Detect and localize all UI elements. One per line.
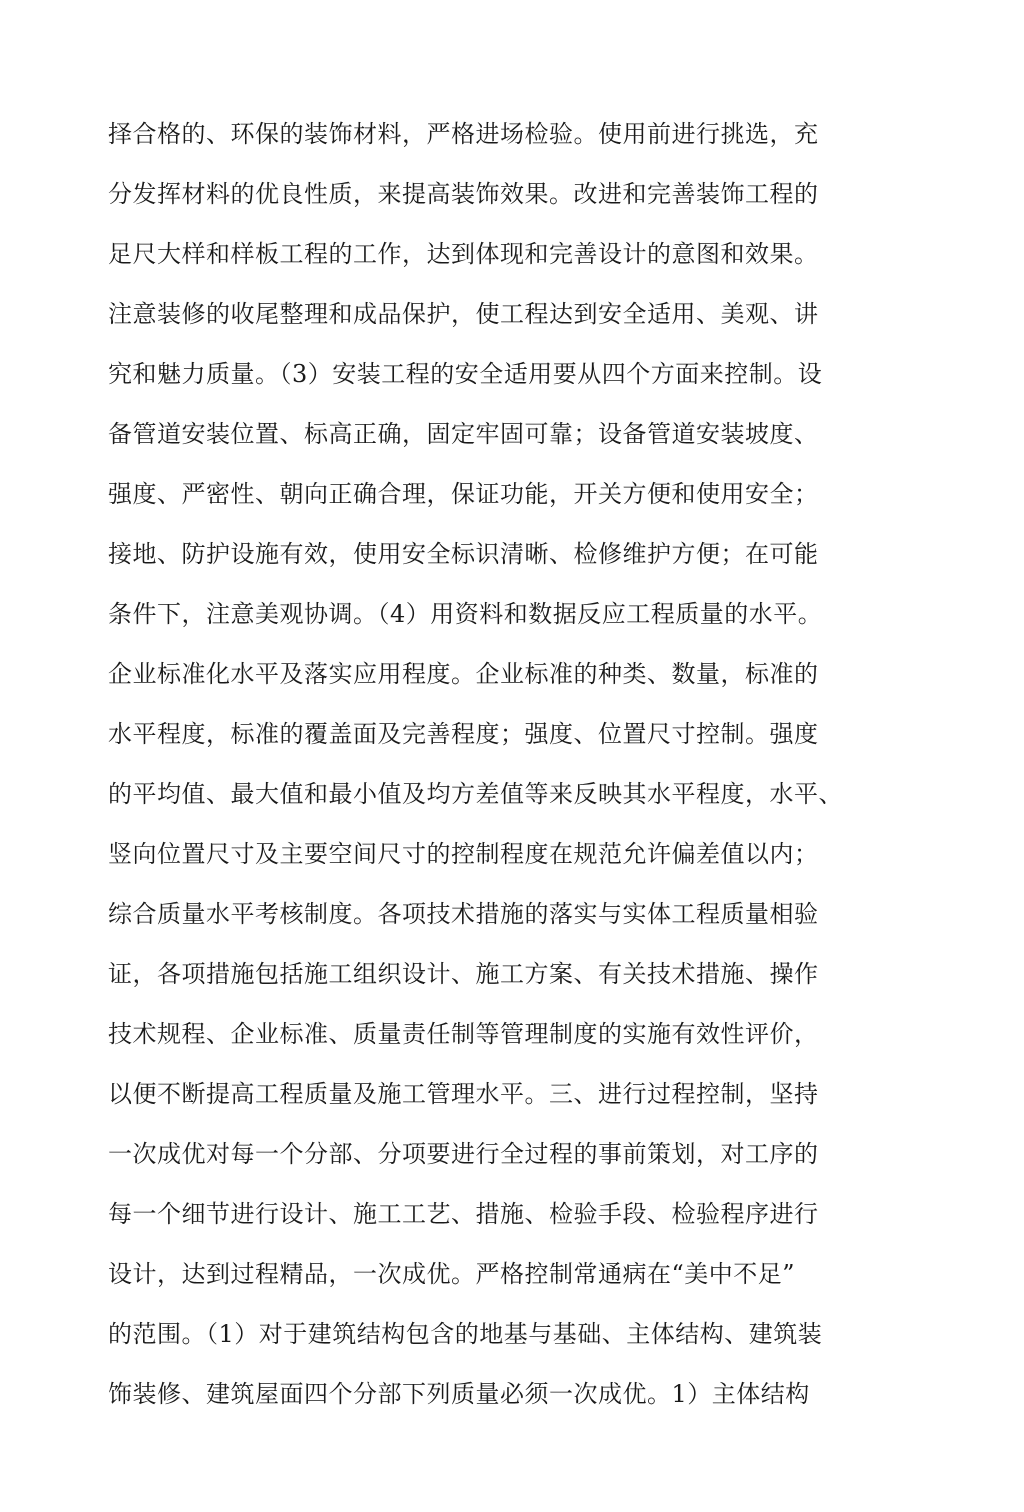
text-line: 备管道安装位置、标高正确，固定牢固可靠；设备管道安装坡度、 — [108, 420, 819, 448]
text-line: 企业标准化水平及落实应用程度。企业标准的种类、数量，标准的 — [108, 660, 819, 688]
text-line: 竖向位置尺寸及主要空间尺寸的控制程度在规范允许偏差值以内； — [108, 840, 819, 868]
text-line: 究和魅力质量。（3）安装工程的安全适用要从四个方面来控制。设 — [108, 360, 823, 388]
text-line: 条件下，注意美观协调。（4）用资料和数据反应工程质量的水平。 — [108, 600, 823, 628]
text-line: 的范围。（1）对于建筑结构包含的地基与基础、主体结构、建筑装 — [108, 1320, 823, 1348]
text-line: 择合格的、环保的装饰材料，严格进场检验。使用前进行挑选，充 — [108, 120, 819, 148]
text-line: 设计，达到过程精品，一次成优。严格控制常通病在“美中不足” — [108, 1260, 796, 1288]
text-line: 的平均值、最大值和最小值及均方差值等来反映其水平程度，水平、 — [108, 780, 843, 808]
text-line: 证，各项措施包括施工组织设计、施工方案、有关技术措施、操作 — [108, 960, 819, 988]
text-line: 以便不断提高工程质量及施工管理水平。三、进行过程控制，坚持 — [108, 1080, 819, 1108]
text-line: 注意装修的收尾整理和成品保护，使工程达到安全适用、美观、讲 — [108, 300, 819, 328]
body-text — [108, 110, 908, 1430]
text-line: 足尺大样和样板工程的工作，达到体现和完善设计的意图和效果。 — [108, 240, 819, 268]
text-line: 强度、严密性、朝向正确合理，保证功能，开关方便和使用安全； — [108, 480, 819, 508]
text-line: 接地、防护设施有效，使用安全标识清晰、检修维护方便；在可能 — [108, 540, 819, 568]
text-line: 饰装修、建筑屋面四个分部下列质量必须一次成优。1）主体结构 — [108, 1380, 810, 1408]
text-line: 每一个细节进行设计、施工工艺、措施、检验手段、检验程序进行 — [108, 1200, 819, 1228]
text-line: 技术规程、企业标准、质量责任制等管理制度的实施有效性评价， — [108, 1020, 819, 1048]
text-line: 综合质量水平考核制度。各项技术措施的落实与实体工程质量相验 — [108, 900, 819, 928]
text-line: 水平程度，标准的覆盖面及完善程度；强度、位置尺寸控制。强度 — [108, 720, 819, 748]
text-line: 分发挥材料的优良性质，来提高装饰效果。改进和完善装饰工程的 — [108, 180, 819, 208]
text-line: 一次成优对每一个分部、分项要进行全过程的事前策划，对工序的 — [108, 1140, 819, 1168]
